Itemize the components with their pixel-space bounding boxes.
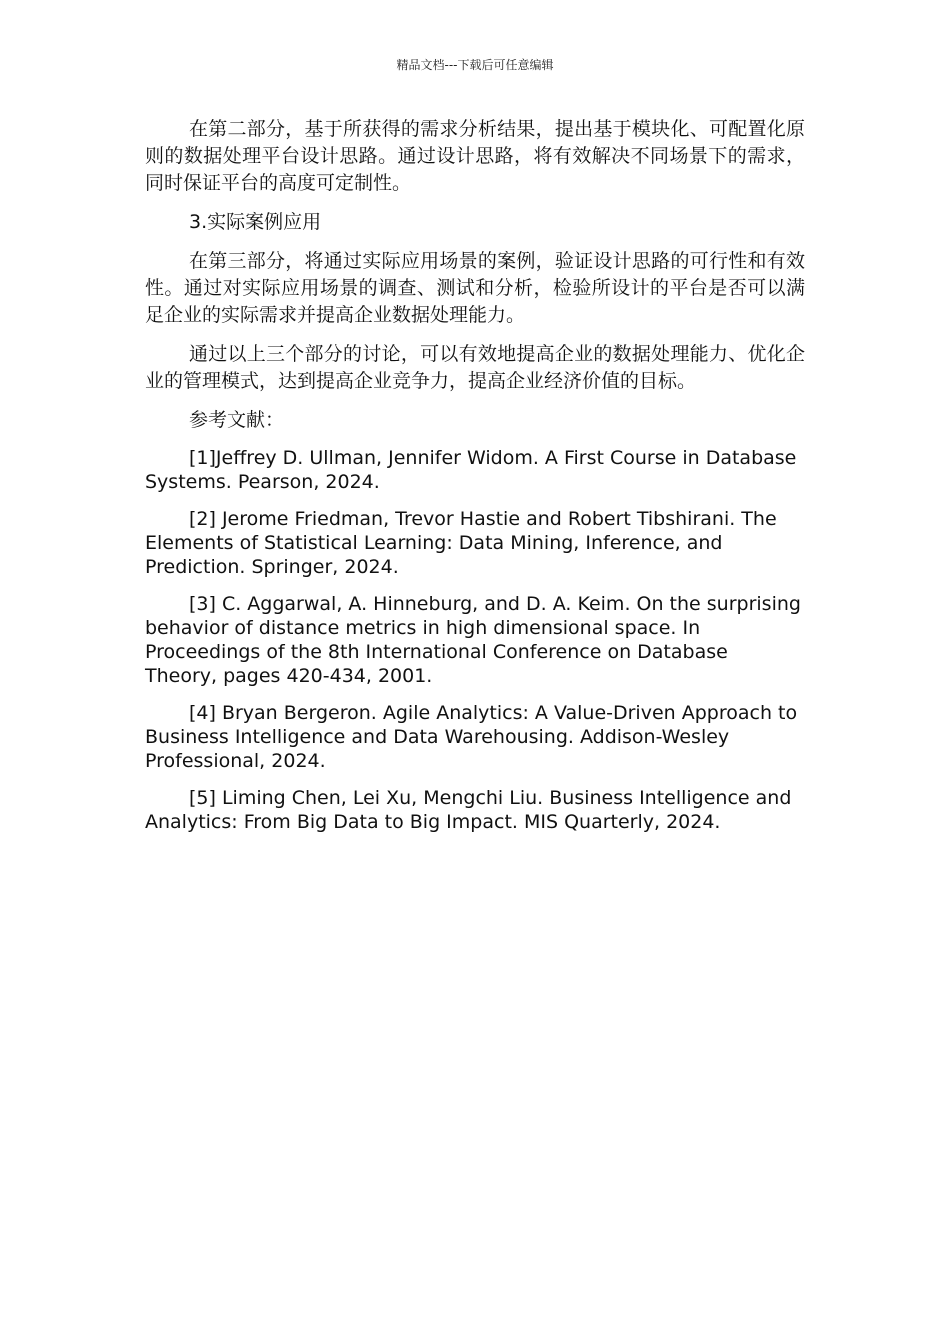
section-heading-case-study: 3.实际案例应用 bbox=[189, 211, 322, 233]
reference-item: [1]Jeffrey D. Ullman, Jennifer Widom. A First Course in Database Systems. Pearson, 2024. bbox=[145, 447, 797, 493]
page-header: 精品文档---下载后可任意编辑 bbox=[396, 58, 554, 72]
paragraph-part-two: 在第二部分，基于所获得的需求分析结果，提出基于模块化、可配置化原则的数据处理平台设计思路。通过设计思路，将有效解决不同场景下的需求，同时保证平台的高度可定制性。 bbox=[145, 118, 805, 194]
paragraph-conclusion: 通过以上三个部分的讨论，可以有效地提高企业的数据处理能力、优化企业的管理模式，达到提高企业竞争力，提高企业经济价值的目标。 bbox=[145, 343, 805, 392]
reference-list bbox=[145, 446, 805, 834]
reference-item: [2] Jerome Friedman, Trevor Hastie and Robert Tibshirani. The Elements of Statistical Learning: Data Mining, Inference, and Prediction. Springer, 2024. bbox=[145, 508, 777, 578]
paragraph-part-three: 在第三部分，将通过实际应用场景的案例，验证设计思路的可行性和有效性。通过对实际应用场景的调查、测试和分析，检验所设计的平台是否可以满足企业的实际需求并提高企业数据处理能力。 bbox=[145, 250, 805, 326]
reference-item: [5] Liming Chen, Lei Xu, Mengchi Liu. Business Intelligence and Analytics: From Big Data to Big Impact. MIS Quarterly, 2024. bbox=[145, 787, 792, 833]
reference-item: [3] C. Aggarwal, A. Hinneburg, and D. A. Keim. On the surprising behavior of distance metrics in high dimensional space. In Proceedings of the 8th International Conference on Database Theory, pages 420-434, 2001. bbox=[145, 593, 801, 687]
document-body bbox=[145, 116, 805, 847]
references-heading: 参考文献： bbox=[189, 409, 285, 431]
reference-item: [4] Bryan Bergeron. Agile Analytics: A Value-Driven Approach to Business Intelligence and Data Warehousing. Addison-Wesley Professional, 2024. bbox=[145, 702, 798, 772]
